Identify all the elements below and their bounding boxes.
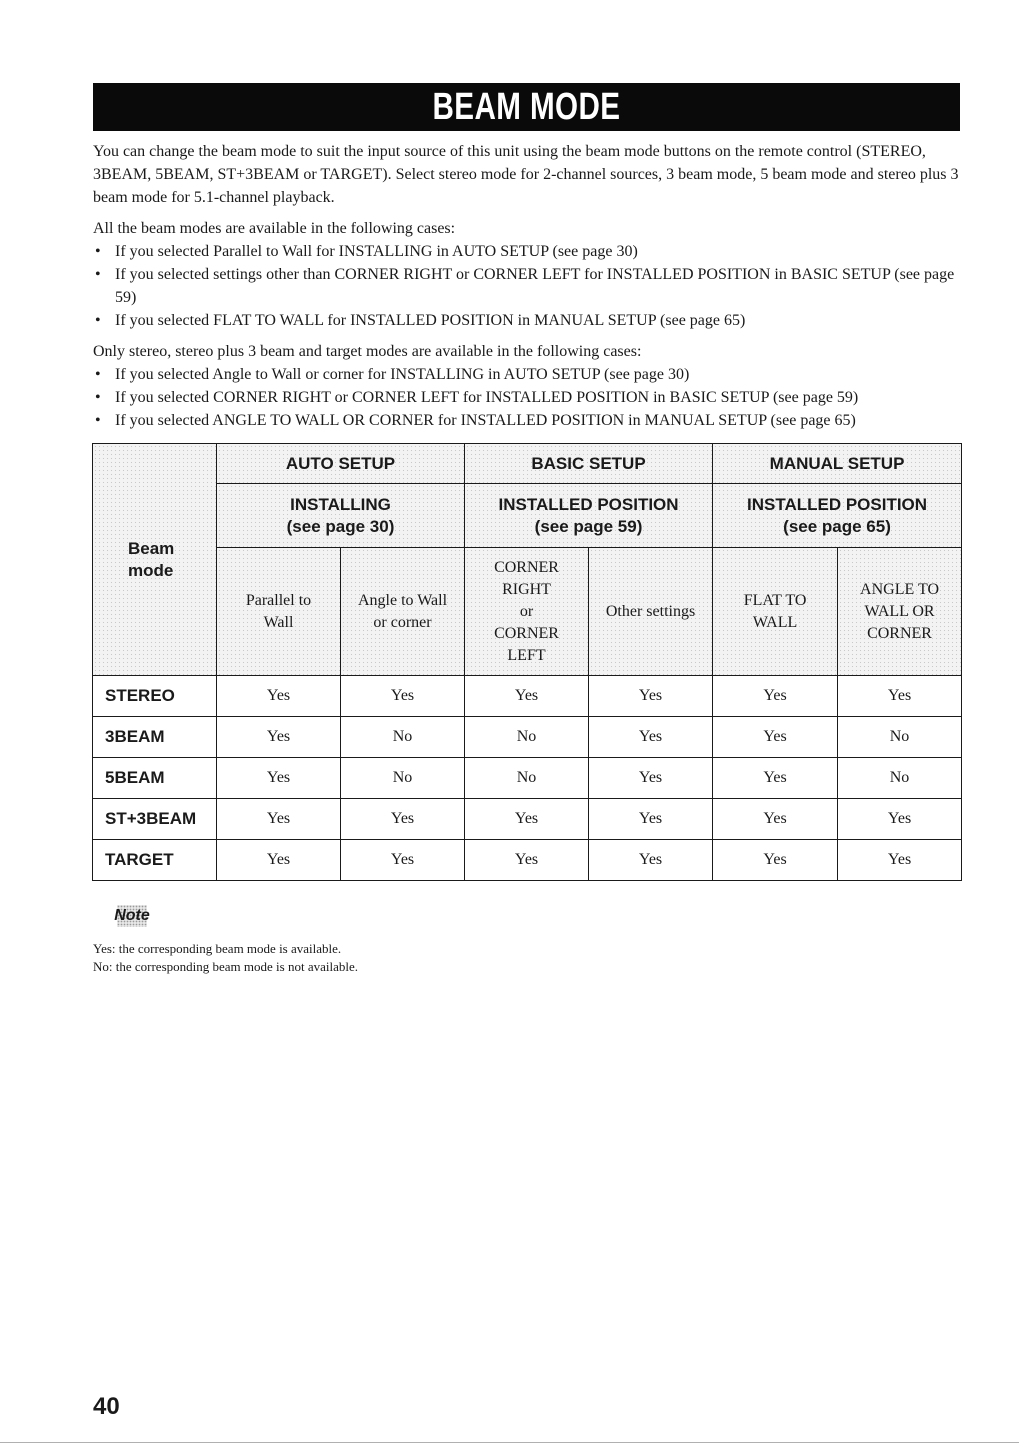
intro-section <box>93 140 963 440</box>
list-item: • If you selected Parallel to Wall for INSTALLING in AUTO SETUP (see page 30) <box>93 240 963 263</box>
table-row <box>93 758 962 799</box>
table-cell: No <box>465 717 589 758</box>
row-mode-label: 5BEAM <box>93 758 217 799</box>
option-parallel-to-wall <box>217 548 341 676</box>
table-cell: No <box>341 758 465 799</box>
table-row <box>93 840 962 881</box>
note-no-text: No: the corresponding beam mode is not available. <box>93 959 358 974</box>
table-cell: No <box>838 758 962 799</box>
option-line: WALL <box>752 613 798 631</box>
beam-mode-label-line1: Beam <box>128 538 175 558</box>
option-line: RIGHT <box>502 580 551 598</box>
setting-name: INSTALLING <box>290 494 391 514</box>
option-line: Wall <box>263 613 294 631</box>
manual-setup-header: MANUAL SETUP <box>713 444 962 484</box>
auto-setup-setting <box>217 484 465 548</box>
option-line: or <box>519 602 534 620</box>
page-title-text: BEAM MODE <box>432 85 621 128</box>
option-line: ANGLE TO <box>860 580 940 598</box>
option-angle-to-wall-or-corner <box>838 548 962 676</box>
table-cell: No <box>341 717 465 758</box>
list-item: • If you selected FLAT TO WALL for INSTALLED POSITION in MANUAL SETUP (see page 65) <box>93 309 963 332</box>
basic-setup-header: BASIC SETUP <box>465 444 713 484</box>
option-corner-right-left <box>465 548 589 676</box>
row-mode-label: ST+3BEAM <box>93 799 217 840</box>
table-cell: Yes <box>838 799 962 840</box>
table-cell: Yes <box>713 676 838 717</box>
limited-modes-list <box>93 363 963 432</box>
table-cell: Yes <box>589 676 713 717</box>
option-line: CORNER <box>494 624 559 642</box>
all-modes-lead: All the beam modes are available in the following cases: <box>93 220 456 237</box>
list-item: • If you selected ANGLE TO WALL OR CORNER for INSTALLED POSITION in MANUAL SETUP (see page 65) <box>93 409 963 432</box>
option-line: WALL OR <box>864 602 935 620</box>
table-cell: Yes <box>589 799 713 840</box>
list-item: • If you selected CORNER RIGHT or CORNER LEFT for INSTALLED POSITION in BASIC SETUP (see page 59) <box>93 386 963 409</box>
row-mode-label: 3BEAM <box>93 717 217 758</box>
list-item: • If you selected Angle to Wall or corner for INSTALLING in AUTO SETUP (see page 30) <box>93 363 963 386</box>
table-cell: Yes <box>217 758 341 799</box>
setting-page-ref: (see page 59) <box>534 516 643 536</box>
option-line: FLAT TO <box>743 591 807 609</box>
option-line: LEFT <box>507 646 546 664</box>
option-line: Angle to Wall <box>357 591 448 609</box>
table-cell: Yes <box>341 840 465 881</box>
table-cell: Yes <box>217 717 341 758</box>
manual-setup-setting <box>713 484 962 548</box>
table-cell: Yes <box>217 799 341 840</box>
note-label: Note <box>114 907 150 924</box>
intro-paragraph: You can change the beam mode to suit the input source of this unit using the beam mode buttons on the remote control (STEREO, 3BEAM, 5BEAM, ST+3BEAM or TARGET). Select stereo mode for 2-channel sources, 3 beam mode, 5 beam mode and stereo plus 3 beam mode for 5.1-channel playback. <box>93 143 959 206</box>
table-cell: Yes <box>217 676 341 717</box>
bottom-rule <box>0 1442 1019 1443</box>
option-angle-to-wall <box>341 548 465 676</box>
option-line: CORNER <box>867 624 932 642</box>
table-cell: Yes <box>713 758 838 799</box>
table-cell: Yes <box>713 840 838 881</box>
table-cell: Yes <box>465 676 589 717</box>
option-line: Parallel to <box>245 591 312 609</box>
table-row <box>93 717 962 758</box>
option-other-settings <box>589 548 713 676</box>
page-number: 40 <box>93 1393 120 1420</box>
table-cell: Yes <box>465 799 589 840</box>
table-cell: Yes <box>589 758 713 799</box>
setting-page-ref: (see page 30) <box>286 516 395 536</box>
note-badge <box>114 905 150 927</box>
beam-mode-label-line2: mode <box>128 560 174 580</box>
table-cell: Yes <box>341 676 465 717</box>
auto-setup-header: AUTO SETUP <box>217 444 465 484</box>
setting-name: INSTALLED POSITION <box>498 494 679 514</box>
table-cell: Yes <box>838 676 962 717</box>
option-line: Other settings <box>605 602 696 620</box>
setting-name: INSTALLED POSITION <box>746 494 928 514</box>
option-line: or corner <box>373 613 432 631</box>
note-yes-text: Yes: the corresponding beam mode is available. <box>93 941 342 956</box>
note-section <box>93 940 793 976</box>
row-mode-label: STEREO <box>93 676 217 717</box>
all-modes-list <box>93 240 963 332</box>
table-cell: No <box>838 717 962 758</box>
option-line: CORNER <box>494 558 559 576</box>
option-flat-to-wall <box>713 548 838 676</box>
table-row <box>93 799 962 840</box>
table-cell: Yes <box>838 840 962 881</box>
table-cell: No <box>465 758 589 799</box>
table-cell: Yes <box>713 799 838 840</box>
basic-setup-setting <box>465 484 713 548</box>
row-mode-label: TARGET <box>93 840 217 881</box>
table-row <box>93 676 962 717</box>
beam-mode-table <box>92 443 962 881</box>
table-cell: Yes <box>589 840 713 881</box>
table-cell: Yes <box>713 717 838 758</box>
table-cell: Yes <box>589 717 713 758</box>
list-item: • If you selected settings other than CORNER RIGHT or CORNER LEFT for INSTALLED POSITION in BASIC SETUP (see page 59) <box>93 263 963 309</box>
table-cell: Yes <box>341 799 465 840</box>
limited-modes-lead: Only stereo, stereo plus 3 beam and target modes are available in the following cases: <box>93 343 642 360</box>
beam-mode-header <box>93 444 217 676</box>
table-cell: Yes <box>465 840 589 881</box>
table-cell: Yes <box>217 840 341 881</box>
page-title <box>93 83 960 131</box>
setting-page-ref: (see page 65) <box>783 516 891 536</box>
